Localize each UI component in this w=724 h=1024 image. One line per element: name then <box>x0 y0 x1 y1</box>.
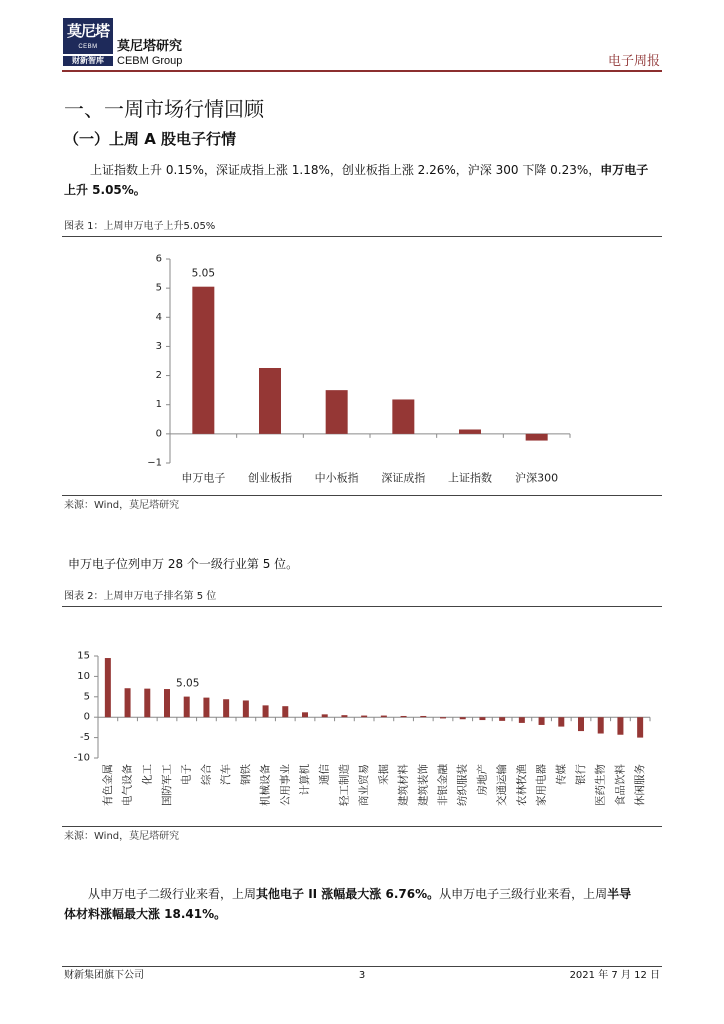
logo-subtitle: CEBM <box>78 44 98 50</box>
figure-1-bottom-rule <box>62 495 662 496</box>
chart2-category-label: 综合 <box>200 764 213 785</box>
paragraph-3-highlight-end: 体材料涨幅最大涨 18.41%。 <box>64 907 227 921</box>
chart1-bar <box>392 399 414 433</box>
footer-divider <box>62 966 662 967</box>
chart2-category-label: 机械设备 <box>259 764 272 806</box>
chart2-bar <box>637 717 643 737</box>
paragraph-2: 申万电子位列申万 28 个一级行业第 5 位。 <box>68 557 299 571</box>
logo-top-block <box>63 18 113 54</box>
chart2-bar <box>282 706 288 717</box>
chart2-bar <box>203 698 209 718</box>
footer-date: 2021 年 7 月 12 日 <box>569 970 660 981</box>
chart2-bar <box>243 700 249 717</box>
chart2-bar <box>578 717 584 731</box>
chart2-category-label: 家用电器 <box>535 764 548 806</box>
logo-title: 莫尼塔 <box>66 22 109 40</box>
chart2-bar <box>401 716 407 717</box>
subsection-title: （一）上周 A 股电子行情 <box>64 130 237 148</box>
chart2-bar <box>322 714 328 717</box>
paragraph-1-highlight-end: 上升 5.05%。 <box>64 183 146 197</box>
paragraph-3-line-1 <box>88 886 631 902</box>
figure-1-top-rule <box>62 236 662 237</box>
chart2-category-label: 休闲服务 <box>634 764 647 806</box>
chart2-y-tick-label: 15 <box>77 650 90 662</box>
chart2-y-tick-label: 0 <box>83 711 90 723</box>
chart2-bar <box>184 697 190 718</box>
paragraph-1-text: 上证指数上升 0.15%，深证成指上涨 1.18%，创业板指上涨 2.26%，沪深 300 下降 0.23%， <box>90 163 601 177</box>
paragraph-1-highlight: 申万电子 <box>600 163 649 177</box>
brand-subtitle: CEBM Group <box>117 55 183 67</box>
logo-bottom-bar: 财新智库 <box>63 56 113 66</box>
chart1-category-label: 中小板指 <box>314 471 359 485</box>
figure-1-bar-chart <box>0 240 724 495</box>
header-divider <box>62 70 662 72</box>
chart2-category-label: 房地产 <box>476 764 489 796</box>
figure-2-bottom-rule <box>62 826 662 827</box>
chart2-category-label: 轻工制造 <box>338 764 351 806</box>
chart2-bar <box>361 716 367 718</box>
brand-name: 莫尼塔研究 <box>117 39 183 54</box>
chart2-category-label: 公用事业 <box>279 764 292 806</box>
cebm-logo <box>63 18 113 66</box>
chart2-category-label: 传媒 <box>555 764 568 785</box>
chart1-bar <box>259 368 281 434</box>
chart2-category-label: 有色金属 <box>101 764 114 806</box>
chart2-category-label: 通信 <box>318 764 331 785</box>
chart2-bar <box>440 717 446 718</box>
chart2-category-label: 医药生物 <box>594 764 607 806</box>
chart2-category-label: 商业贸易 <box>358 764 371 806</box>
chart1-category-label: 申万电子 <box>181 471 226 485</box>
chart2-category-label: 电气设备 <box>121 764 134 806</box>
chart2-category-label: 非银金融 <box>437 764 449 806</box>
chart2-bar <box>598 717 604 733</box>
report-type: 电子周报 <box>607 54 660 69</box>
chart2-bar <box>420 716 426 717</box>
chart1-y-tick-label: 3 <box>155 340 162 352</box>
chart2-bar <box>539 717 545 725</box>
chart2-bar <box>460 717 466 719</box>
chart2-category-label: 国防军工 <box>161 764 173 806</box>
section-title: 一、一周市场行情回顾 <box>64 97 264 121</box>
chart1-y-tick-label: 5 <box>155 282 162 294</box>
figure-1-source: 来源：Wind，莫尼塔研究 <box>64 500 180 511</box>
chart2-bar <box>144 689 150 718</box>
chart1-category-label: 创业板指 <box>248 471 292 485</box>
chart2-category-label: 纺织服装 <box>456 764 469 806</box>
chart2-category-label: 计算机 <box>299 764 311 796</box>
chart2-category-label: 电子 <box>180 764 193 785</box>
chart2-bar <box>499 717 505 721</box>
chart2-bar <box>302 712 308 717</box>
chart1-bar <box>526 434 548 441</box>
chart2-category-label: 农林牧渔 <box>515 764 528 806</box>
chart2-category-label: 食品饮料 <box>614 764 627 806</box>
chart1-bar <box>459 429 481 433</box>
figure-2-top-rule <box>62 606 662 607</box>
chart1-y-tick-label: 2 <box>155 370 162 382</box>
chart2-bar <box>479 717 485 720</box>
chart2-category-label: 银行 <box>575 764 587 785</box>
paragraph-3-line-2 <box>64 906 226 922</box>
figure-2-caption: 图表 2：上周申万电子排名第 5 位 <box>64 591 217 602</box>
chart2-bar <box>263 705 269 717</box>
paragraph-1-line-1 <box>90 162 648 178</box>
paragraph-3-text-a: 从申万电子二级行业来看，上周 <box>88 887 257 901</box>
chart2-data-label: 5.05 <box>176 677 200 690</box>
chart1-y-tick-label: 1 <box>155 399 162 411</box>
chart2-bar <box>223 699 229 717</box>
chart2-bar <box>558 717 564 726</box>
chart2-y-tick-label: -10 <box>73 752 90 764</box>
chart1-y-tick-label: 4 <box>155 311 162 323</box>
chart2-bar <box>105 658 111 717</box>
paragraph-3-highlight-b: 半导 <box>607 887 632 901</box>
paragraph-1-line-2 <box>64 182 146 198</box>
chart1-y-tick-label: 0 <box>155 428 162 440</box>
chart2-y-tick-label: 5 <box>83 691 90 703</box>
chart1-category-label: 上证指数 <box>448 471 492 485</box>
chart2-category-label: 化工 <box>141 764 154 785</box>
chart1-category-label: 沪深300 <box>515 471 559 485</box>
chart2-category-label: 建筑装饰 <box>417 764 430 806</box>
chart2-bar <box>617 717 623 735</box>
chart2-y-tick-label: 10 <box>77 670 90 682</box>
footer-company: 财新集团旗下公司 <box>64 970 144 981</box>
chart1-bar <box>326 390 348 434</box>
chart1-category-label: 深证成指 <box>381 471 426 485</box>
figure-1-caption: 图表 1：上周申万电子上升5.05% <box>64 221 216 232</box>
chart1-data-label: 5.05 <box>191 267 216 280</box>
chart2-category-label: 交通运输 <box>496 764 509 806</box>
paragraph-3-text-b: 从申万电子三级行业来看，上周 <box>439 887 608 901</box>
chart2-bar <box>164 689 170 717</box>
chart2-bar <box>519 717 525 723</box>
chart2-bar <box>381 716 387 718</box>
figure-2-source: 来源：Wind，莫尼塔研究 <box>64 831 180 842</box>
paragraph-3-highlight-a: 其他电子 II 涨幅最大涨 6.76%。 <box>256 887 440 901</box>
chart2-category-label: 采掘 <box>377 764 390 785</box>
figure-2-bar-chart <box>0 610 724 825</box>
chart1-y-tick-label: 6 <box>155 253 162 265</box>
chart1-y-tick-label: −1 <box>147 457 162 469</box>
chart2-category-label: 汽车 <box>220 764 233 785</box>
chart1-bar <box>192 287 214 434</box>
chart2-category-label: 钢铁 <box>239 764 252 785</box>
chart2-y-tick-label: -5 <box>80 732 90 744</box>
chart2-bar <box>125 688 131 717</box>
page-number: 3 <box>358 970 366 981</box>
chart2-bar <box>341 715 347 717</box>
chart2-category-label: 建筑材料 <box>397 764 410 806</box>
